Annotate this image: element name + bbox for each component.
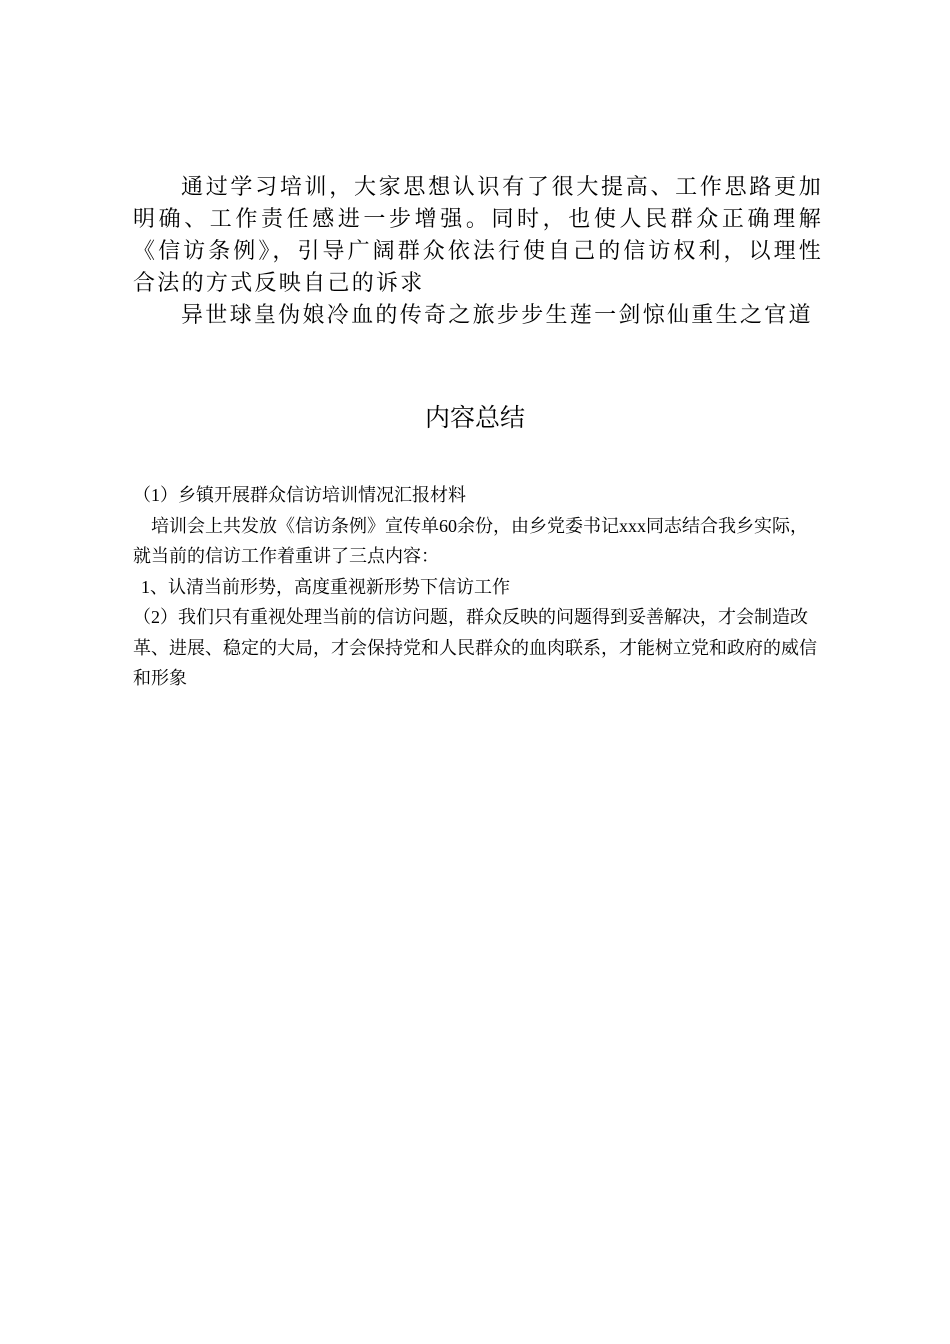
body-text: [133, 172, 823, 332]
body-paragraph-1: 通过学习培训，大家思想认识有了很大提高、工作思路更加明确、工作责任感进一步增强。同时，也使人民群众正确理解《信访条例》，引导广阔群众依法行使自己的信访权利，以理性合法的方式反映自己的诉求: [133, 175, 823, 296]
summary-item-1-text: 培训会上共发放《信访条例》宣传单60余份，由乡党委书记xxx同志结合我乡实际，就当前的信访工作着重讲了三点内容：: [133, 515, 808, 566]
summary-title: 内容总结: [424, 403, 525, 432]
summary-item-1-heading: （1）乡镇开展群众信访培训情况汇报材料: [133, 485, 466, 505]
summary-item-2-text: （2）我们只有重视处理当前的信访问题，群众反映的问题得到妥善解决，才会制造改革、进展、稳定的大局，才会保持党和人民群众的血肉联系，才能树立党和政府的威信和形象: [133, 607, 817, 688]
body-paragraph-2: 异世球皇伪娘冷血的传奇之旅步步生莲一剑惊仙重生之官道: [181, 303, 813, 328]
summary-item-1-point: 1、认清当前形势，高度重视新形势下信访工作: [141, 576, 510, 597]
summary-section: [133, 480, 823, 694]
